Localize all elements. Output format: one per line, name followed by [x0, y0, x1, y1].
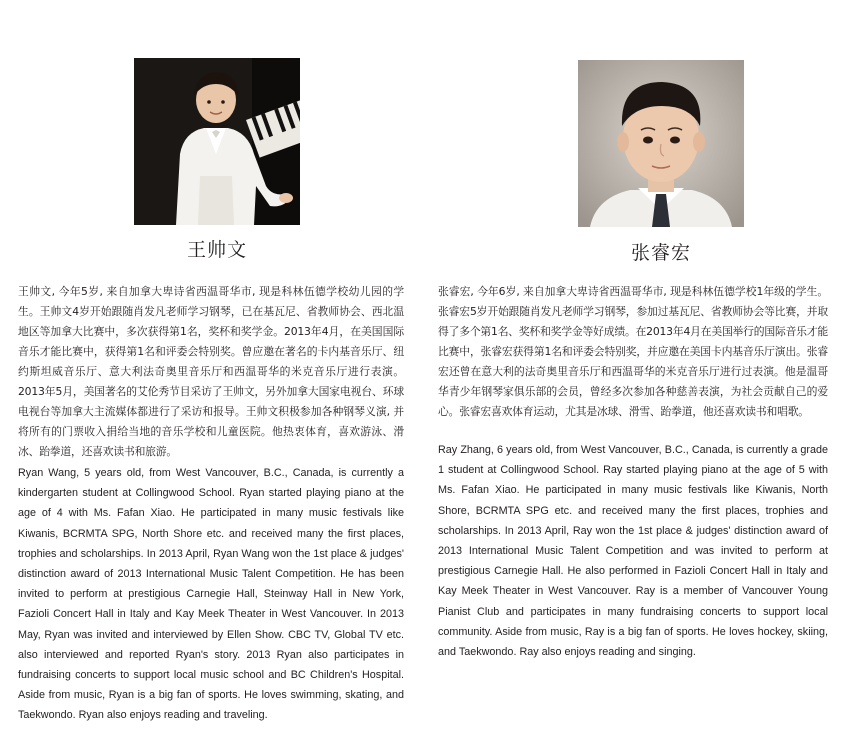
bio-english-ryan-wang: Ryan Wang, 5 years old, from West Vancouver, B.C., Canada, is currently a kindergarten student at Collingwood School. Ryan started playing piano at the age of 4 with Ms. Fafan Xiao. He participated in many music festivals like Kiwanis, BCRMTA SPG, North Shore etc. and received many the first places, trophies and scholarships. In 2013 April, Ryan Wang won the 1st place & judges' distinction award of 2013 International Music Talent Competition. He has been invited to perform at prestigious Carnegie Hall, Steinway Hall in New York, Fazioli Concert Hall in Italy and Kay Meek Theater in West Vancouver. In 2013 May, Ryan was invited and interviewed by Ellen Show. CBC TV, Global TV etc. also interviewed and reported Ryan's story. 2013 Ryan also participates in fundraising concerts to support local music school and BC Children's Hospital. Aside from music, Ryan is a big fan of sports. He loves swimming, skating, and Taekwondo. Ryan also enjoys reading and traveling. — [18, 467, 404, 722]
top-band — [0, 0, 849, 30]
photo-ray-zhang — [578, 60, 744, 227]
bio-chinese-ray-zhang: 张睿宏, 今年6岁, 来自加拿大卑诗省西温哥华市, 现是科林伍德学校1年级的学生。张睿宏5岁开始跟随肖发凡老师学习钢琴，参加过基瓦尼、省教师协会等比赛，并取得了多个第1名、奖杯和奖学金等好成绩。在2013年4月在美国举行的国际音乐才能比赛中，张睿宏获得第1名和评委会特别奖，并应邀在美国卡内基音乐厅演出。张睿宏还曾在意大利的法奇奥里音乐厅和西温哥华的米克音乐厅进行过表演。他是温哥华青少年钢琴家俱乐部的会员，曾经多次参加各种慈善表演，为社会贡献自己的爱心。张睿宏喜欢体育运动，尤其是冰球、滑雪、跆拳道，他还喜欢读书和唱歌。 — [438, 285, 828, 418]
photo-ryan-wang — [134, 58, 300, 225]
name-ray-zhang: 张睿宏 — [630, 242, 691, 264]
boy-portrait-photo — [578, 60, 744, 227]
bio-chinese-ryan-wang: 王帅文, 今年5岁, 来自加拿大卑诗省西温哥华市, 现是科林伍德学校幼儿园的学生。王帅文4岁开始跟随肖发凡老师学习钢琴，已在基瓦尼、省教师协会、西北温地区等加拿大比赛中，多次获得第1名，奖杯和奖学金。2013年4月，在美国国际音乐才能比赛中，获得第1名和评委会特别奖。曾应邀在著名的卡内基音乐厅、纽约斯坦威音乐厅、意大利法奇奥里音乐厅和西温哥华的米克音乐厅进行表演。2013年5月，美国著名的艾伦秀节目采访了王帅文，另外加拿大国家电视台、环球电视台等加拿大主流媒体都进行了采访和报导。王帅文积极参加各种钢琴义演, 并将所有的门票收入捐给当地的音乐学校和儿童医院。他热衷体育，喜欢游泳、滑冰、跆拳道，还喜欢读书和旅游。 — [18, 285, 404, 458]
boy-at-piano-photo — [134, 58, 300, 225]
bio-english-ray-zhang: Ray Zhang, 6 years old, from West Vancouver, B.C., Canada, is currently a grade 1 student at Collingwood School. Ray started playing piano at the age of 5 with Ms. Fafan Xiao. He participated in many music festivals like Kiwanis, North Shore, BCRMTA SPG etc. and received many the first places, trophies and scholarships. In 2013 April, Ray won the 1st place & judges' distinction award of 2013 International Music Talent Competition and was invited to perform at prestigious Carnegie Hall. He also performed in Fazioli Concert Hall in Italy and Kay Meek Theater in West Vancouver. Ray is a member of Vancouver Young Pianist Club and participates in many fundraising concerts to support local community. Aside from music, Ray is a big fan of sports. He loves hockey, skiing, and Taekwondo. Ray also enjoys reading and singing. — [438, 444, 828, 659]
name-ryan-wang: 王帅文 — [186, 239, 247, 261]
